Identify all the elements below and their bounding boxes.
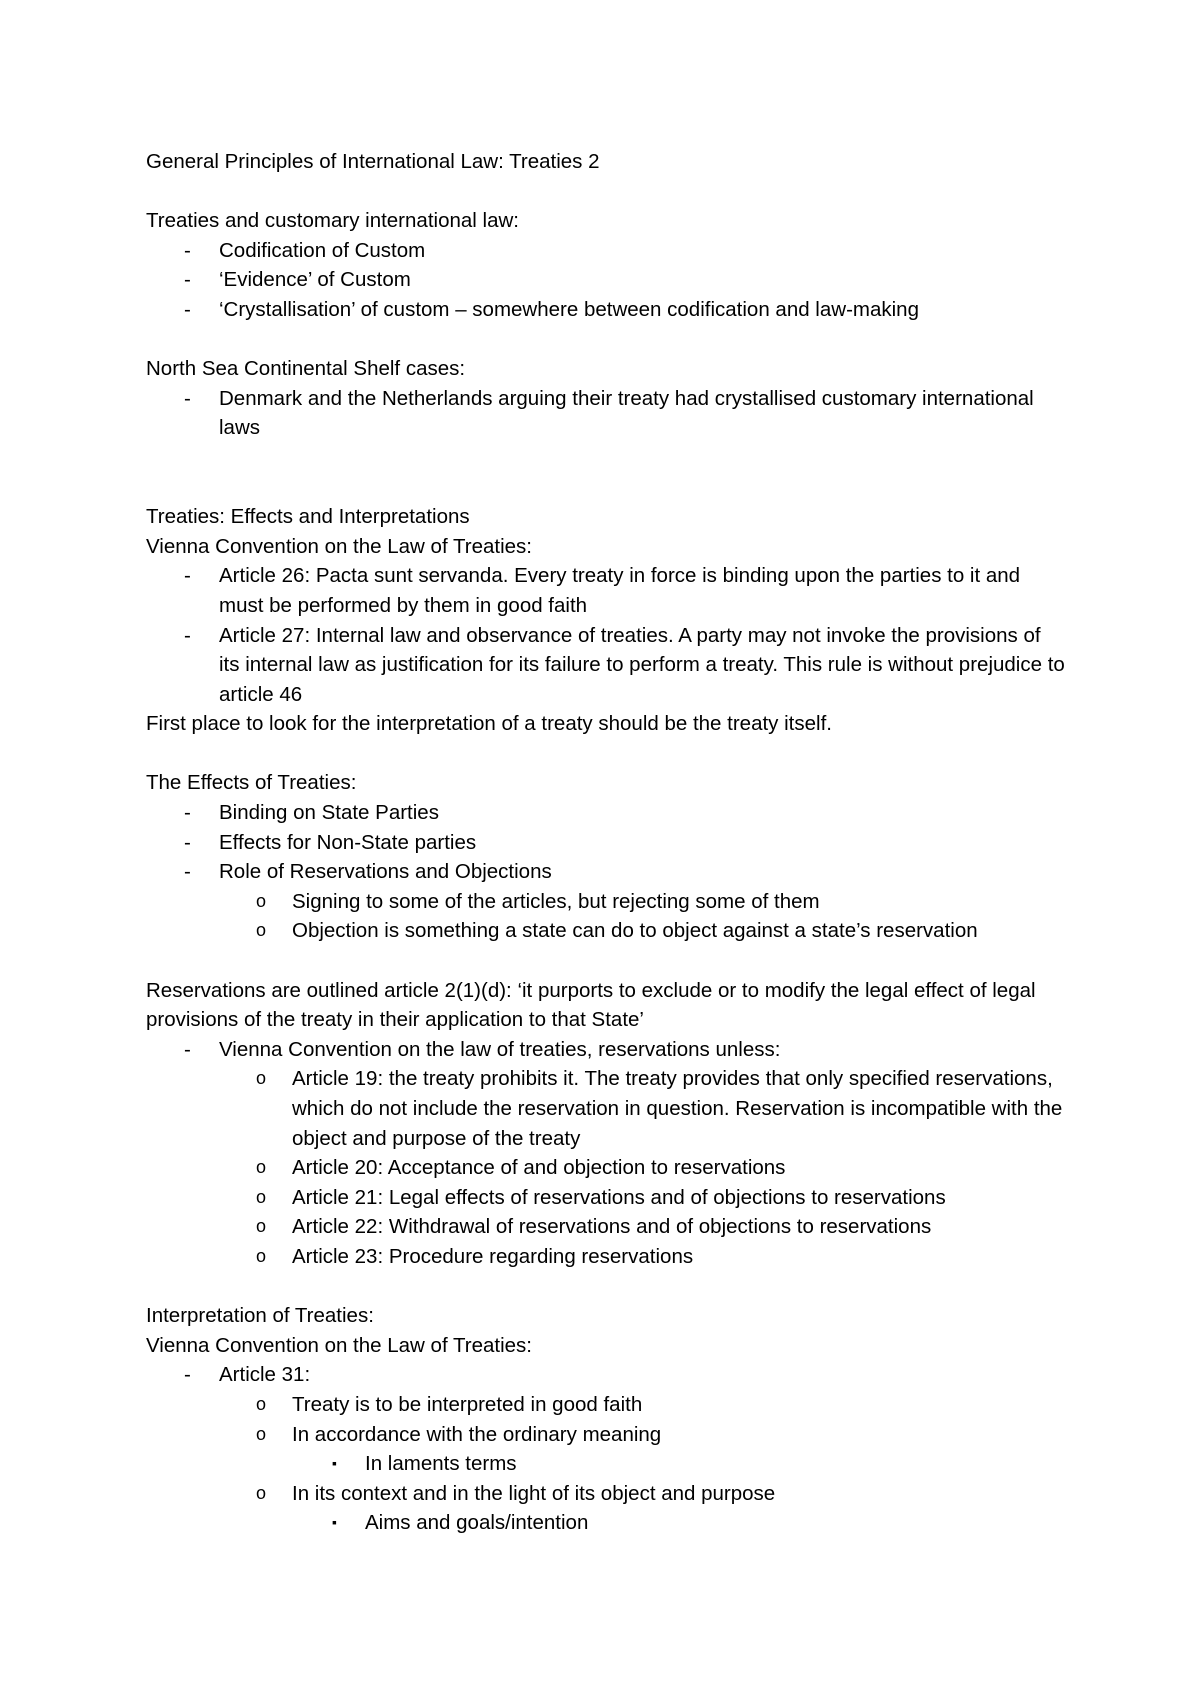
list-item-text: Vienna Convention on the law of treaties, reservations unless:: [219, 1037, 781, 1061]
section-heading-customary-law: Treaties and customary international law:: [146, 209, 519, 233]
circle-bullet: o: [256, 1482, 267, 1503]
list-item-text: Denmark and the Netherlands arguing their treaty had crystallised customary international laws: [219, 386, 1034, 440]
list-item: [146, 236, 1066, 266]
spacer: [146, 177, 1066, 207]
dash-bullet: -: [184, 1363, 191, 1387]
list-item: [146, 857, 1066, 887]
circle-bullet: o: [256, 1216, 267, 1237]
circle-bullet: o: [256, 890, 267, 911]
circle-bullet: o: [256, 920, 267, 941]
list-item: [146, 798, 1066, 828]
list-item: [146, 621, 1066, 710]
spacer: [146, 739, 1066, 769]
dash-bullet: -: [184, 830, 191, 854]
spacer: [146, 946, 1066, 976]
list-item-text: Article 27: Internal law and observance of treaties. A party may not invoke the provisions of its internal law as justification for its failure to perform a treaty. This rule is without prejudice to article 46: [219, 623, 1065, 706]
paragraph-note: First place to look for the interpretation of a treaty should be the treaty itself.: [146, 712, 832, 736]
sub-list-item: [146, 1212, 1066, 1242]
spacer: [146, 1272, 1066, 1302]
list-item-text: Codification of Custom: [219, 238, 426, 262]
circle-bullet: o: [256, 1393, 267, 1414]
sub-sub-list-item: [146, 1449, 1066, 1479]
circle-bullet: o: [256, 1245, 267, 1266]
sub-list-item-text: Article 23: Procedure regarding reservations: [292, 1244, 694, 1268]
dash-bullet: -: [184, 1037, 191, 1061]
sub-sub-list-item-text: Aims and goals/intention: [365, 1511, 589, 1535]
document-title: General Principles of International Law: Treaties 2: [146, 150, 600, 173]
section-heading-effects-of-treaties: The Effects of Treaties:: [146, 771, 357, 795]
spacer: [146, 443, 1066, 502]
dash-bullet: -: [184, 564, 191, 588]
dash-bullet: -: [184, 297, 191, 321]
circle-bullet: o: [256, 1423, 267, 1444]
section-heading-effects-interpretations: Treaties: Effects and Interpretations: [146, 505, 470, 529]
dash-bullet: -: [184, 860, 191, 884]
list-item-text: ‘Crystallisation’ of custom – somewhere between codification and law-making: [219, 297, 919, 321]
list-item: [146, 561, 1066, 620]
circle-bullet: o: [256, 1157, 267, 1178]
sub-list-item-text: In accordance with the ordinary meaning: [292, 1422, 662, 1446]
sub-list-item-text: Article 19: the treaty prohibits it. The treaty provides that only specified reservations, which do not include the reservation in question. Reservation is incompatible with the object and purpose of the treaty: [292, 1067, 1063, 1150]
list-item: [146, 1360, 1066, 1390]
sub-list-item-text: Treaty is to be interpreted in good faith: [292, 1392, 643, 1416]
sub-list-item-text: Article 21: Legal effects of reservations and of objections to reservations: [292, 1185, 946, 1209]
list-item-text: Article 26: Pacta sunt servanda. Every treaty in force is binding upon the parties to it and must be performed by them in good faith: [219, 564, 1021, 617]
sub-list-item-text: Article 22: Withdrawal of reservations and of objections to reservations: [292, 1215, 932, 1239]
circle-bullet: o: [256, 1068, 267, 1089]
sub-list-item-text: Objection is something a state can do to object against a state’s reservation: [292, 919, 978, 943]
sub-list-item: [146, 1064, 1066, 1153]
square-bullet: ▪: [332, 1455, 337, 1472]
square-bullet: ▪: [332, 1514, 337, 1531]
list-item: [146, 384, 1066, 443]
section-subheading-vienna: Vienna Convention on the Law of Treaties:: [146, 534, 532, 558]
list-item-text: Article 31:: [219, 1363, 311, 1387]
sub-list-item: [146, 887, 1066, 917]
list-item-text: Effects for Non-State parties: [219, 830, 477, 854]
document-page: [146, 147, 1066, 1538]
list-item: [146, 828, 1066, 858]
dash-bullet: -: [184, 268, 191, 292]
sub-list-item: [146, 1183, 1066, 1213]
sub-list-item: [146, 1420, 1066, 1450]
list-item-text: Role of Reservations and Objections: [219, 860, 552, 884]
section-heading-interpretation: Interpretation of Treaties:: [146, 1304, 374, 1328]
sub-list-item: [146, 1153, 1066, 1183]
sub-list-item: [146, 1390, 1066, 1420]
list-item-text: Binding on State Parties: [219, 801, 439, 825]
list-item: [146, 265, 1066, 295]
section-heading-north-sea: North Sea Continental Shelf cases:: [146, 357, 466, 381]
dash-bullet: -: [184, 801, 191, 825]
sub-list-item: [146, 1242, 1066, 1272]
list-item: [146, 1035, 1066, 1065]
sub-sub-list-item: [146, 1508, 1066, 1538]
sub-list-item: [146, 1479, 1066, 1509]
sub-list-item-text: In its context and in the light of its object and purpose: [292, 1481, 776, 1505]
dash-bullet: -: [184, 386, 191, 410]
sub-list-item: [146, 916, 1066, 946]
list-item-text: ‘Evidence’ of Custom: [219, 268, 411, 292]
sub-sub-list-item-text: In laments terms: [365, 1452, 517, 1476]
paragraph-reservations: Reservations are outlined article 2(1)(d): ‘it purports to exclude or to modify the legal effect of legal provisions of the treaty in their application to that State’: [146, 978, 1036, 1032]
sub-list-item-text: Article 20: Acceptance of and objection to reservations: [292, 1156, 786, 1180]
circle-bullet: o: [256, 1186, 267, 1207]
dash-bullet: -: [184, 238, 191, 262]
spacer: [146, 325, 1066, 355]
section-subheading-vienna: Vienna Convention on the Law of Treaties:: [146, 1333, 532, 1357]
dash-bullet: -: [184, 623, 191, 647]
sub-list-item-text: Signing to some of the articles, but rejecting some of them: [292, 889, 820, 913]
list-item: [146, 295, 1066, 325]
